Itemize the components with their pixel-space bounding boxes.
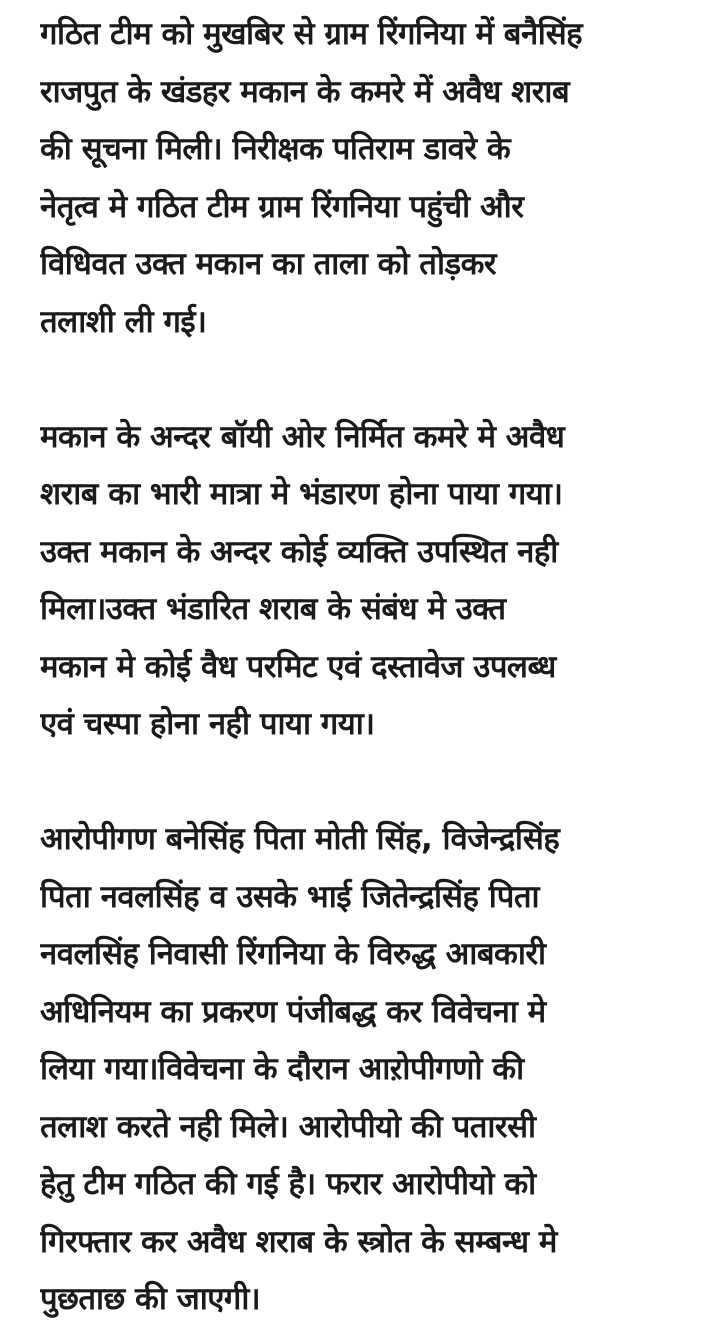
text-line: मकान मे कोई वैध परमिट एवं दस्तावेज उपलब्ध [40,648,556,685]
text-line: राजपुत के खंडहर मकान के कमरे में अवैध शराब [40,73,570,110]
paragraph-spacer [40,351,680,409]
text-line: मिला।उक्त भंडारित शराब के संबंध मे उक्त [40,591,506,627]
news-article-body [40,6,680,1329]
text-line: विधिवत उक्त मकान का ताला को तोड़कर [40,246,497,282]
text-line: मकान के अन्दर बॉयी ओर निर्मित कमरे मे अवैध [40,418,565,455]
paragraph-raid-information [40,6,680,351]
text-line: हेतु टीम गठित की गई है। फरार आरोपीयो को [40,1166,536,1202]
text-line: नेतृत्व मे गठित टीम ग्राम रिंगनिया पहुंची और [40,188,524,225]
paragraph-accused-details [40,811,680,1329]
text-line: तलाश करते नही मिले। आरोपीयो की पतारसी [40,1108,536,1145]
text-line: गिरफ्तार कर अवैध शराब के स्त्रोत के सम्बन्ध मे [40,1223,557,1260]
text-line: गठित टीम को मुखबिर से ग्राम रिंगनिया में बनैसिंह [40,16,583,52]
text-line: अधिनियम का प्रकरण पंजीबद्ध कर विवेचना मे [40,993,546,1030]
paragraph-spacer [40,754,680,812]
text-line: पुछताछ की जाएगी। [40,1281,261,1317]
text-line: तलाशी ली गई। [40,303,207,340]
text-line: लिया गया।विवेचना के दौरान आऱोपीगणो की [40,1051,524,1087]
text-line: शराब का भारी मात्रा मे भंडारण होना पाया गया। [40,476,563,512]
text-line: नवलसिंह निवासी रिंगनिया के विरुद्ध आबकारी [40,936,546,972]
text-line: की सूचना मिली। निरीक्षक पतिराम डावरे के [40,131,511,167]
text-line: पिता नवलसिंह व उसके भाई जितेन्द्रसिंह पिता [40,878,540,915]
paragraph-seizure-details [40,409,680,754]
text-line: एवं चस्पा होना नही पाया गया। [40,706,375,742]
text-line: उक्त मकान के अन्दर कोई व्यक्ति उपस्थित नही [40,533,558,570]
text-line: आरोपीगण बनेसिंह पिता मोती सिंह, विजेन्द्रसिंह [40,821,560,857]
